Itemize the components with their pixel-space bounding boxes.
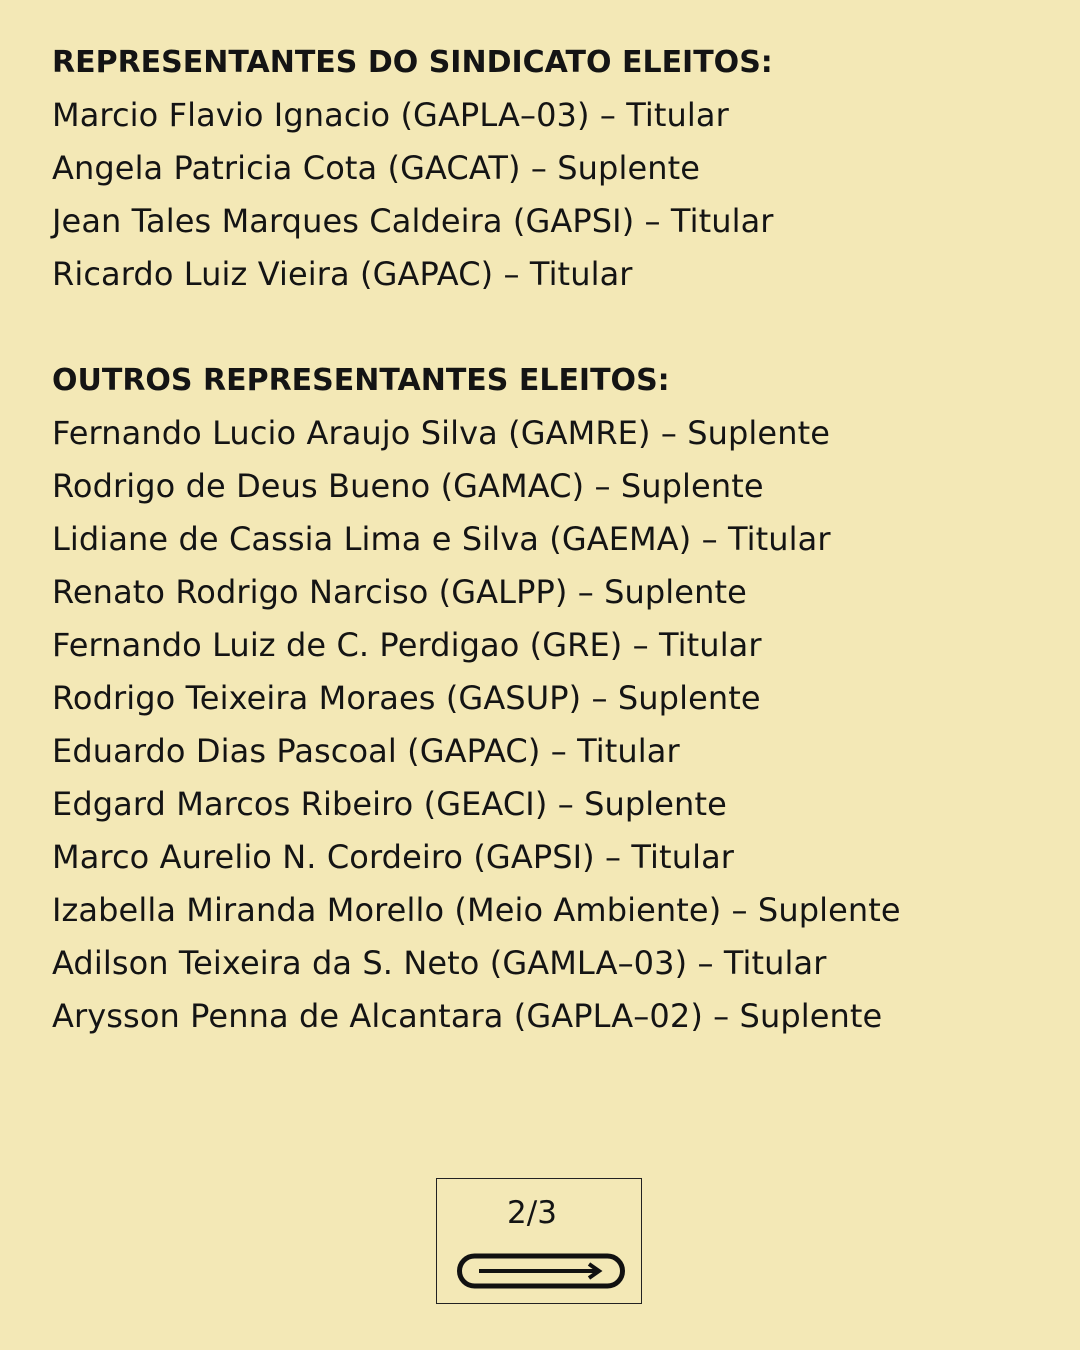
section-spacer bbox=[52, 301, 1032, 354]
list-item: Marco Aurelio N. Cordeiro (GAPSI) – Titular bbox=[52, 838, 735, 876]
other-section-heading: OUTROS REPRESENTANTES ELEITOS: bbox=[52, 363, 670, 398]
list-item: Izabella Miranda Morello (Meio Ambiente) – Suplente bbox=[52, 891, 901, 929]
list-item: Eduardo Dias Pascoal (GAPAC) – Titular bbox=[52, 732, 680, 770]
list-item: Jean Tales Marques Caldeira (GAPSI) – Titular bbox=[52, 202, 774, 240]
list-item: Rodrigo Teixeira Moraes (GASUP) – Suplente bbox=[52, 679, 761, 717]
union-section-heading: REPRESENTANTES DO SINDICATO ELEITOS: bbox=[52, 45, 773, 80]
list-item: Ricardo Luiz Vieira (GAPAC) – Titular bbox=[52, 255, 633, 293]
union-members-list bbox=[52, 89, 1032, 301]
list-item: Adilson Teixeira da S. Neto (GAMLA–03) – Titular bbox=[52, 944, 827, 982]
list-item: Fernando Lucio Araujo Silva (GAMRE) – Suplente bbox=[52, 414, 831, 452]
list-item: Marcio Flavio Ignacio (GAPLA–03) – Titular bbox=[52, 96, 729, 134]
document-body bbox=[52, 36, 1032, 1043]
page-number: 2/3 bbox=[507, 1195, 557, 1231]
arrow-right-icon[interactable] bbox=[457, 1253, 625, 1289]
other-members-list bbox=[52, 407, 1032, 1043]
list-item: Rodrigo de Deus Bueno (GAMAC) – Suplente bbox=[52, 467, 764, 505]
list-item: Edgard Marcos Ribeiro (GEACI) – Suplente bbox=[52, 785, 727, 823]
list-item: Renato Rodrigo Narciso (GALPP) – Suplente bbox=[52, 573, 747, 611]
list-item: Fernando Luiz de C. Perdigao (GRE) – Titular bbox=[52, 626, 762, 664]
list-item: Arysson Penna de Alcantara (GAPLA–02) – Suplente bbox=[52, 997, 883, 1035]
list-item: Lidiane de Cassia Lima e Silva (GAEMA) – Titular bbox=[52, 520, 831, 558]
list-item: Angela Patricia Cota (GACAT) – Suplente bbox=[52, 149, 701, 187]
page-indicator[interactable] bbox=[436, 1178, 642, 1304]
